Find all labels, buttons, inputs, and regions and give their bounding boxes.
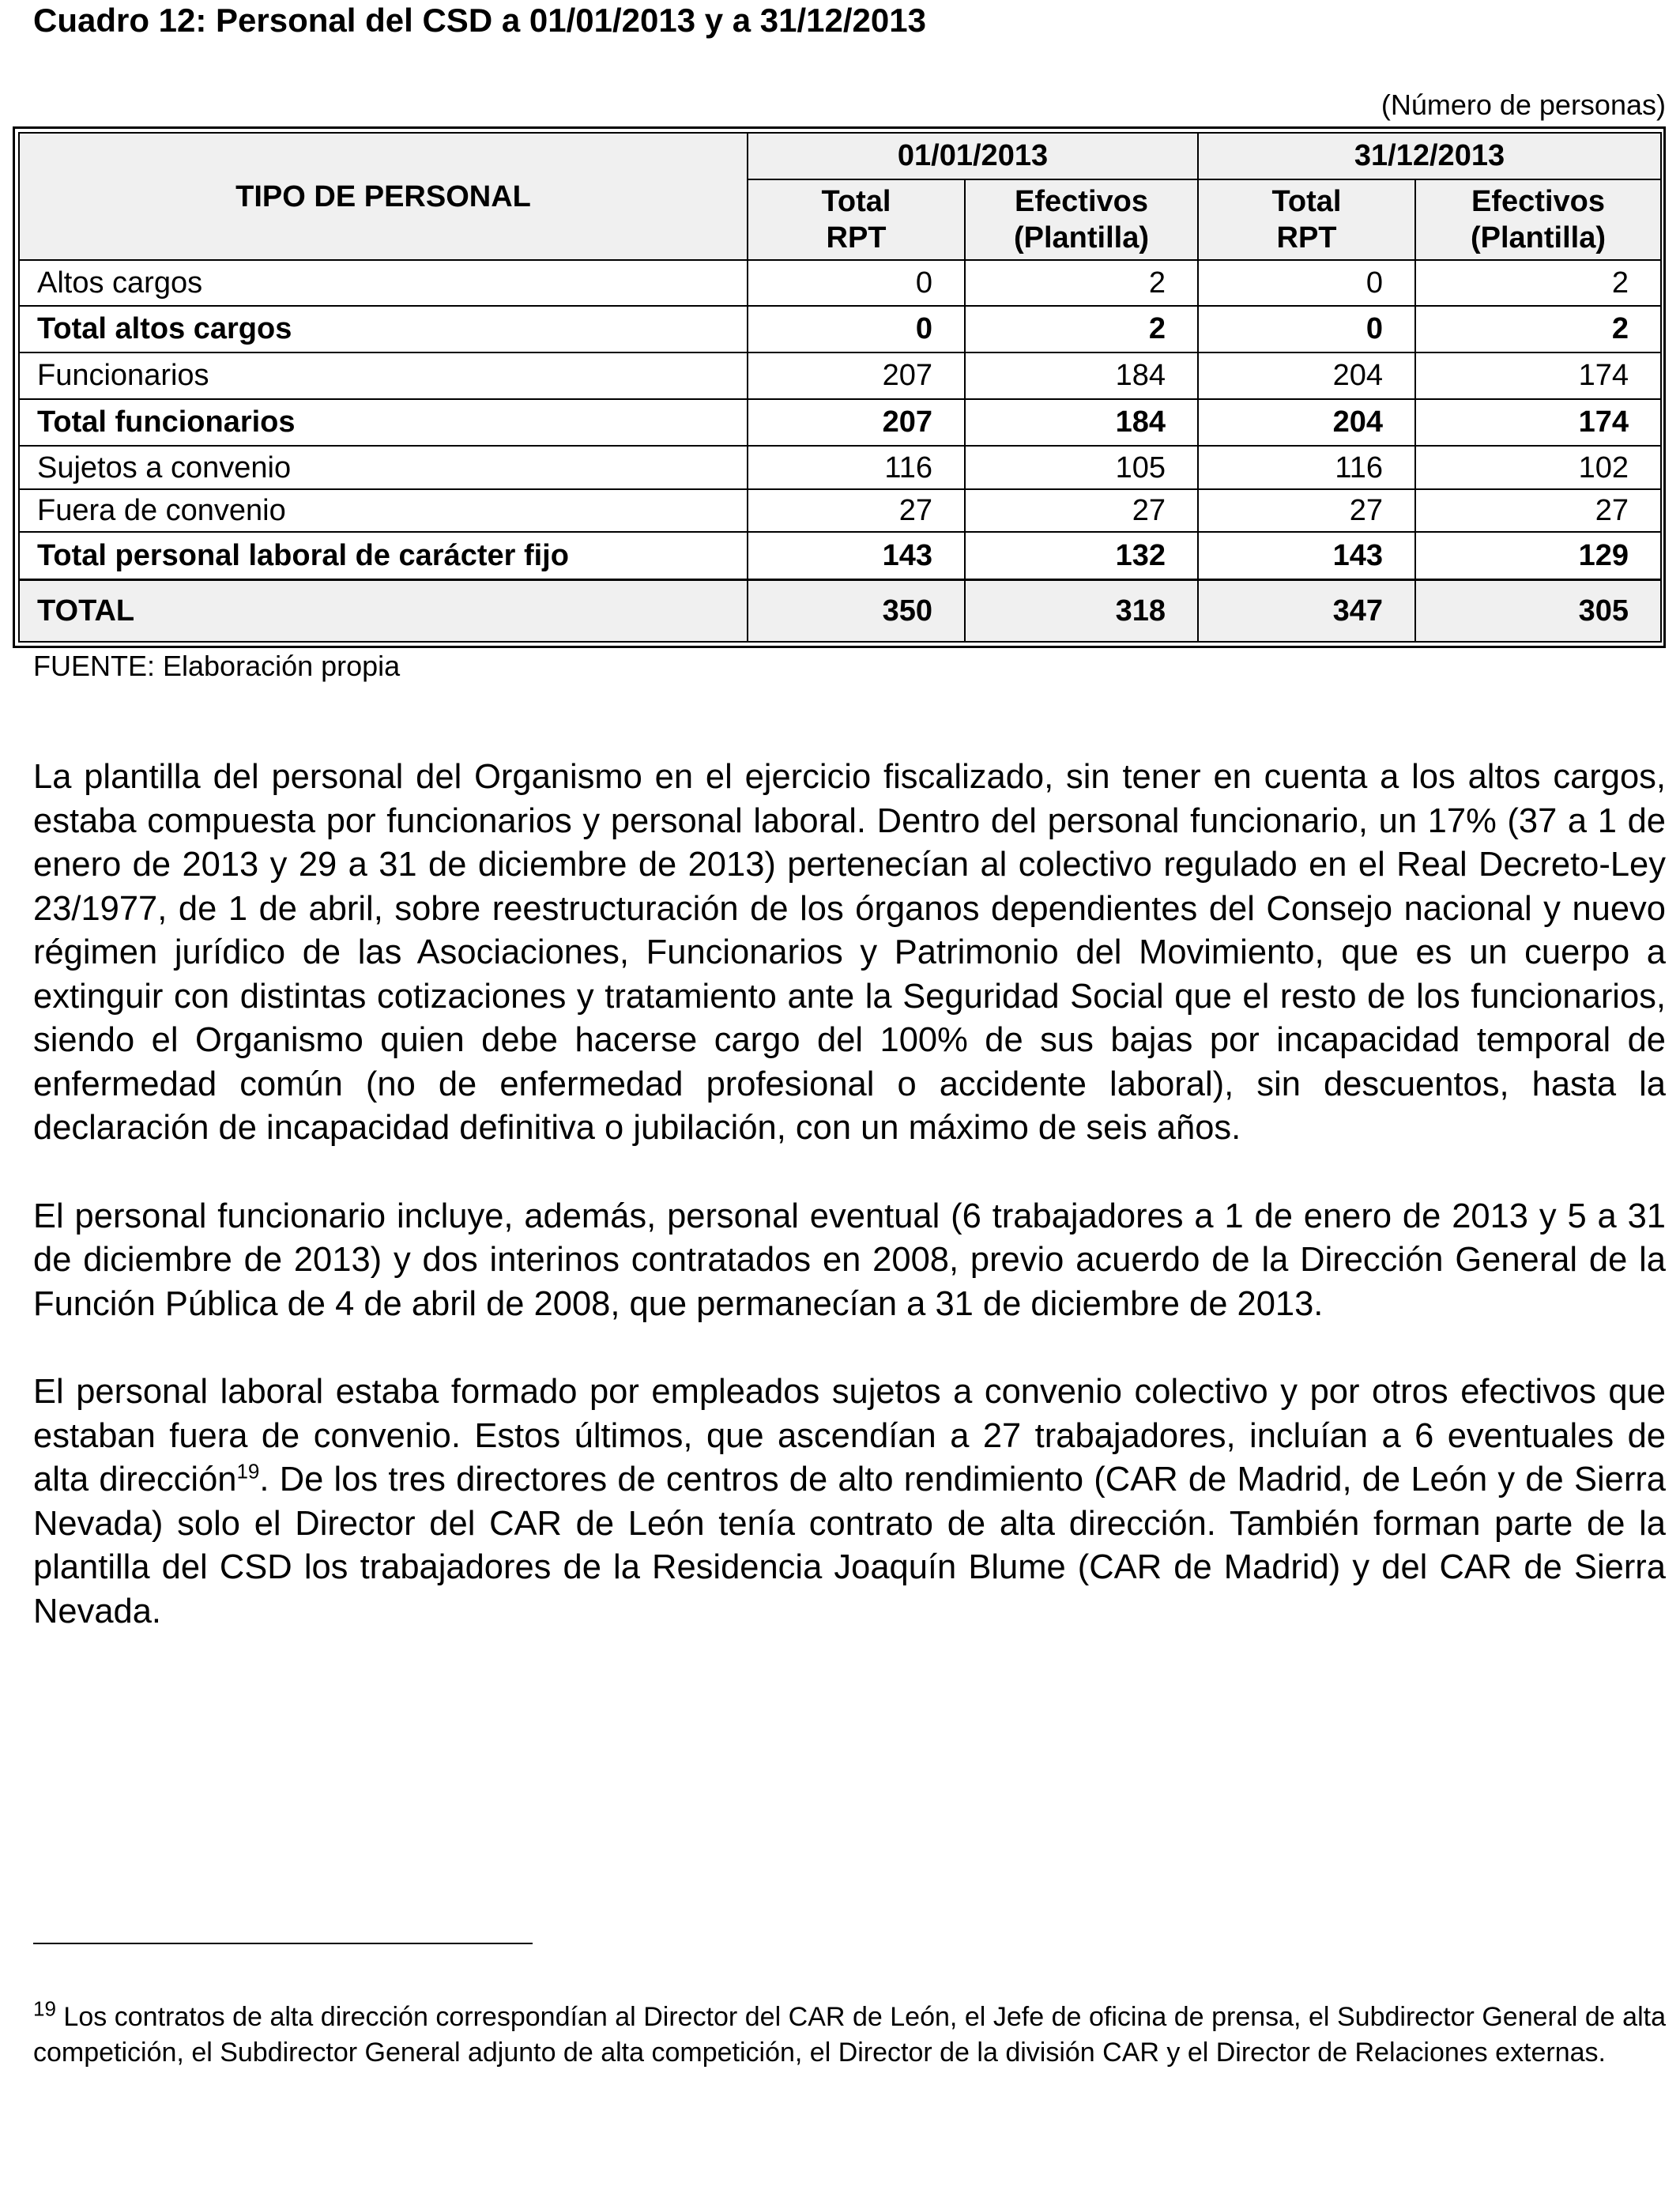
- table-row: [19, 489, 1661, 531]
- table-source: FUENTE: Elaboración propia: [33, 650, 401, 682]
- cell-value: 116: [1198, 446, 1415, 489]
- cell-value: 2: [965, 306, 1198, 352]
- cell-value: 143: [1198, 532, 1415, 580]
- cell-value: 2: [965, 260, 1198, 305]
- units-note: (Número de personas): [1381, 89, 1666, 121]
- cell-value: 129: [1415, 532, 1661, 580]
- cell-value: 143: [748, 532, 965, 580]
- cell-value: 0: [1198, 260, 1415, 305]
- table-row: [19, 399, 1661, 446]
- row-label: TOTAL: [19, 580, 748, 642]
- paragraph: El personal funcionario incluye, además, personal eventual (6 trabajadores a 1 de enero de 2013 y 5 a 31 de diciembre de 2013) y dos interinos contratados en 2008, previo acuerdo de la Dirección General de la Función Pública de 4 de abril de 2008, que permanecían a 31 de diciembre de 2013.: [33, 1197, 1666, 1323]
- personnel-table: [18, 132, 1662, 643]
- personnel-table-frame: [13, 126, 1666, 648]
- cell-value: 184: [965, 399, 1198, 446]
- footnote-reference[interactable]: 19: [236, 1459, 260, 1483]
- cell-value: 0: [748, 306, 965, 352]
- header-date-2: 31/12/2013: [1198, 133, 1661, 179]
- row-label: Sujetos a convenio: [19, 446, 748, 489]
- table-row: [19, 532, 1661, 580]
- row-label: Funcionarios: [19, 352, 748, 399]
- cell-value: 116: [748, 446, 965, 489]
- cell-value: 2: [1415, 306, 1661, 352]
- row-label: Total funcionarios: [19, 399, 748, 446]
- cell-value: 350: [748, 580, 965, 642]
- cell-value: 204: [1198, 399, 1415, 446]
- cell-value: 27: [1415, 489, 1661, 531]
- cell-value: 105: [965, 446, 1198, 489]
- cell-value: 184: [965, 352, 1198, 399]
- cell-value: 102: [1415, 446, 1661, 489]
- table-row-total: [19, 580, 1661, 642]
- table-row: [19, 352, 1661, 399]
- cell-value: 204: [1198, 352, 1415, 399]
- footnote-separator: [33, 1943, 533, 1944]
- paragraph: La plantilla del personal del Organismo en el ejercicio fiscalizado, sin tener en cuenta a los altos cargos, estaba compuesta por funcionarios y personal laboral. Dentro del personal funcionario, un 17% (37 a 1 de enero de 2013 y 29 a 31 de diciembre de 2013) pertenecían al colectivo regulado en el Real Decreto-Ley 23/1977, de 1 de abril, sobre reestructuración de los órganos dependientes del Consejo nacional y nuevo régimen jurídico de las Asociaciones, Funcionarios y Patrimonio del Movimiento, que es un cuerpo a extinguir con distintas cotizaciones y tratamiento ante la Seguridad Social que el resto de los funcionarios, siendo el Organismo quien debe hacerse cargo del 100% de sus bajas por incapacidad temporal de enfermedad común (no de enfermedad profesional o accidente laboral), sin descuentos, hasta la declaración de incapacidad definitiva o jubilación, con un máximo de seis años.: [33, 758, 1666, 1147]
- cell-value: 2: [1415, 260, 1661, 305]
- footnote-number: 19: [33, 1996, 56, 2021]
- header-date-1: 01/01/2013: [748, 133, 1198, 179]
- header-efectivos-2: Efectivos (Plantilla): [1415, 179, 1661, 260]
- cell-value: 174: [1415, 399, 1661, 446]
- row-label: Total altos cargos: [19, 306, 748, 352]
- cell-value: 0: [1198, 306, 1415, 352]
- cell-value: 27: [965, 489, 1198, 531]
- cell-value: 318: [965, 580, 1198, 642]
- row-label: Fuera de convenio: [19, 489, 748, 531]
- cell-value: 174: [1415, 352, 1661, 399]
- cell-value: 27: [1198, 489, 1415, 531]
- table-title: Cuadro 12: Personal del CSD a 01/01/2013 y a 31/12/2013: [33, 2, 926, 39]
- row-label: Altos cargos: [19, 260, 748, 305]
- row-label: Total personal laboral de carácter fijo: [19, 532, 748, 580]
- footnote: $^{19}$ Los contratos de alta dirección correspondían al Director del CAR de León, el Jefe de oficina de prensa, el Subdirector General de alta competición, el Subdirector General adjunto de alta competición, el Director de la división CAR y el Director de Relaciones externas.: [33, 1996, 1666, 2068]
- cell-value: 207: [748, 399, 965, 446]
- table-row: [19, 306, 1661, 352]
- paragraph: El personal laboral estaba formado por empleados sujetos a convenio colectivo y por otros efectivos que estaban fuera de convenio. Estos últimos, que ascendían a 27 trabajadores, incluían a 6 eventuales de alta dirección$^{19}$. De los tres directores de centros de alto rendimiento (CAR de Madrid, de León y de Sierra Nevada) solo el Director del CAR de León tenía contrato de alta dirección. También forman parte de la plantilla del CSD los trabajadores de la Residencia Joaquín Blume (CAR de Madrid) y del CAR de Sierra Nevada.: [33, 1373, 1666, 1630]
- cell-value: 132: [965, 532, 1198, 580]
- cell-value: 0: [748, 260, 965, 305]
- header-total-rpt-1: Total RPT: [748, 179, 965, 260]
- cell-value: 347: [1198, 580, 1415, 642]
- table-row: [19, 260, 1661, 305]
- cell-value: 207: [748, 352, 965, 399]
- body-text: [33, 756, 1666, 1678]
- header-efectivos-1: Efectivos (Plantilla): [965, 179, 1198, 260]
- cell-value: 305: [1415, 580, 1661, 642]
- header-tipo-personal: TIPO DE PERSONAL: [19, 133, 748, 260]
- header-total-rpt-2: Total RPT: [1198, 179, 1415, 260]
- table-row: [19, 446, 1661, 489]
- cell-value: 27: [748, 489, 965, 531]
